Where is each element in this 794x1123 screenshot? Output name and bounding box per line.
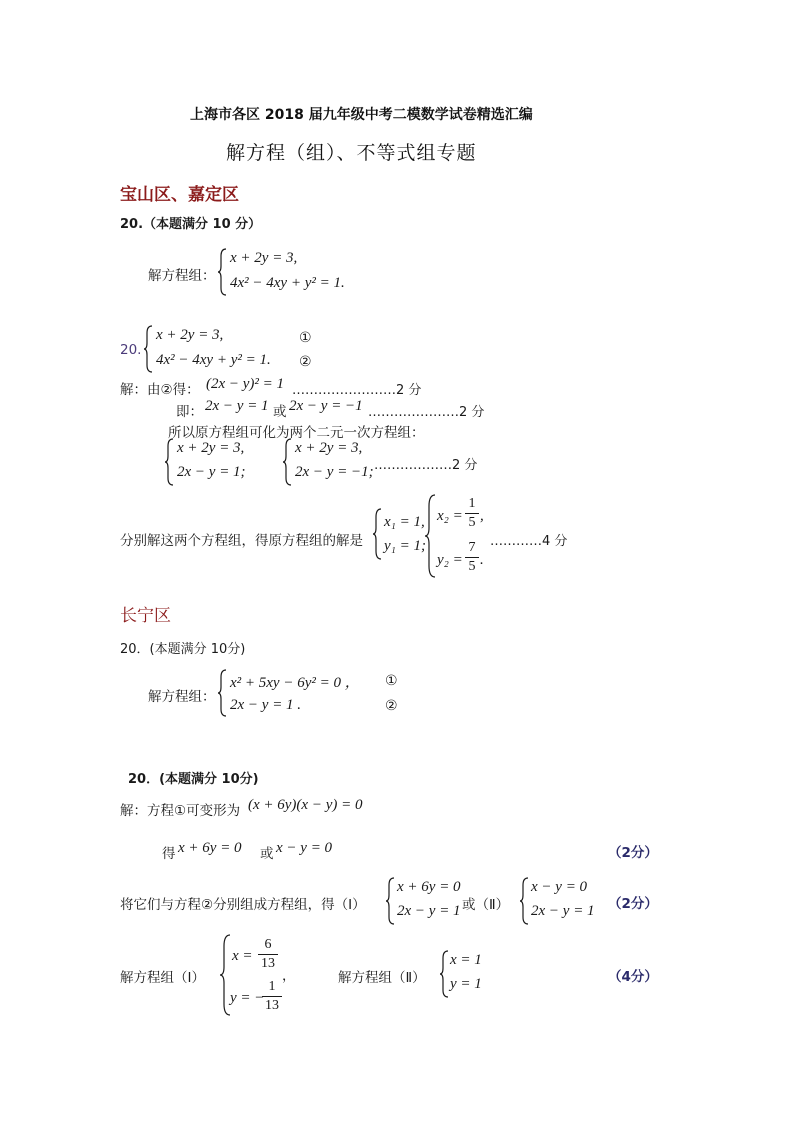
circled-one-marker: ① xyxy=(385,673,398,689)
answer-number: 20. xyxy=(120,342,142,358)
solution-y2-lhs: y₂ = xyxy=(437,552,463,568)
district-heading-baoshan-jiading: 宝山区、嘉定区 xyxy=(120,185,239,205)
fraction-six-thirteenths xyxy=(258,937,278,972)
fraction-one-thirteenth xyxy=(262,979,282,1014)
fraction-numerator: 1 xyxy=(468,496,476,511)
fraction-denominator: 5 xyxy=(468,559,476,574)
equation-2: 4x² − 4xy + y² = 1. xyxy=(230,275,345,291)
problem-prompt: 解方程组： xyxy=(148,268,216,284)
score-marker: （4分） xyxy=(608,969,658,985)
district-heading-changning: 长宁区 xyxy=(120,606,171,626)
system-ii-eq-1: x − y = 0 xyxy=(531,879,588,895)
left-brace-icon xyxy=(373,508,383,560)
fraction-numerator: 7 xyxy=(468,540,476,555)
solution-y-system-ii: y = 1 xyxy=(450,976,482,992)
solution-step-2-a: x + 6y = 0 xyxy=(178,840,242,856)
left-brace-icon xyxy=(386,877,396,925)
system-a-eq-1: x + 2y = 3, xyxy=(177,440,245,456)
system-i-eq-1: x + 6y = 0 xyxy=(397,879,461,895)
score-marker: （2分） xyxy=(608,896,658,912)
fraction-denominator: 13 xyxy=(261,956,275,971)
solution-step-2-b: x − y = 0 xyxy=(276,840,333,856)
solve-system-ii-label: 解方程组（Ⅱ） xyxy=(338,970,426,986)
solution-step-2-label: 得 xyxy=(162,846,176,862)
points-marker: ……………………2 分 xyxy=(292,383,422,398)
points-marker: ………………2 分 xyxy=(374,458,478,473)
equation-2: 2x − y = 1 . xyxy=(230,697,302,713)
solution-step-2-b: 2x − y = −1 xyxy=(289,398,363,414)
left-brace-icon xyxy=(218,248,228,296)
or-system-ii-label: 或（Ⅱ） xyxy=(462,897,510,913)
equation-1: x + 2y = 3, xyxy=(230,250,298,266)
comma: , xyxy=(480,508,484,524)
answer-heading: 20．(本题满分 10分) xyxy=(128,772,259,787)
equation-1: x² + 5xy − 6y² = 0 ， xyxy=(230,675,360,691)
left-brace-icon xyxy=(283,438,293,486)
score-marker: （2分） xyxy=(608,845,658,861)
left-brace-icon xyxy=(218,669,228,717)
answer-equation-2: 4x² − 4xy + y² = 1. xyxy=(156,352,271,368)
system-b-eq-1: x + 2y = 3, xyxy=(295,440,363,456)
left-brace-icon xyxy=(144,325,154,373)
fraction-one-fifth xyxy=(465,496,479,531)
or-word: 或 xyxy=(260,846,274,862)
system-i-eq-2: 2x − y = 1 xyxy=(397,903,461,919)
solution-x2-lhs: x₂ = xyxy=(437,508,463,524)
points-marker: …………4 分 xyxy=(490,534,568,549)
question-heading: 20．(本题满分 10分) xyxy=(120,642,246,657)
document-subtitle: 解方程（组）、不等式组专题 xyxy=(226,142,477,164)
solution-step-1-math: (2x − y)² = 1 xyxy=(206,376,285,392)
solution-step-2-a: 2x − y = 1 xyxy=(205,398,269,414)
solution-y1: y₁ = 1; xyxy=(384,538,426,554)
or-word: 或 xyxy=(273,404,287,420)
system-b-eq-2: 2x − y = −1; xyxy=(295,464,374,480)
circled-two-marker: ② xyxy=(385,698,398,714)
left-brace-icon xyxy=(165,438,175,486)
solution-x1: x₁ = 1, xyxy=(384,514,425,530)
solution-step-2-label: 即： xyxy=(176,404,203,420)
fraction-denominator: 13 xyxy=(265,998,279,1013)
solution-step-1-math: (x + 6y)(x − y) = 0 xyxy=(248,797,363,813)
fraction-denominator: 5 xyxy=(468,515,476,530)
solution-y-system-i-lhs: y = − xyxy=(230,990,265,1006)
fraction-seven-fifths xyxy=(465,540,479,575)
comma: ， xyxy=(282,968,296,984)
left-brace-icon xyxy=(520,877,530,925)
solution-x-system-ii: x = 1 xyxy=(450,952,482,968)
solve-system-i-label: 解方程组（Ⅰ） xyxy=(120,970,205,986)
solution-step-3: 所以原方程组可化为两个二元一次方程组： xyxy=(168,425,425,441)
system-a-eq-2: 2x − y = 1; xyxy=(177,464,246,480)
period: . xyxy=(480,552,484,568)
circled-one-marker: ① xyxy=(299,330,312,346)
fraction-numerator: 1 xyxy=(268,979,276,994)
solution-x-system-i-lhs: x = xyxy=(232,948,253,964)
solution-step-1-label: 解：由②得： xyxy=(120,382,200,398)
fraction-numerator: 6 xyxy=(264,937,272,952)
points-marker: …………………2 分 xyxy=(368,405,485,420)
question-heading: 20.（本题满分 10 分） xyxy=(120,217,262,232)
circled-two-marker: ② xyxy=(299,354,312,370)
system-ii-eq-2: 2x − y = 1 xyxy=(531,903,595,919)
answer-equation-1: x + 2y = 3, xyxy=(156,327,224,343)
problem-prompt: 解方程组： xyxy=(148,689,216,705)
solution-step-3-label: 将它们与方程②分别组成方程组，得（Ⅰ） xyxy=(120,897,366,913)
final-answer-label: 分别解这两个方程组，得原方程组的解是 xyxy=(120,533,363,549)
left-brace-icon xyxy=(440,950,450,998)
solution-step-1-label: 解：方程①可变形为 xyxy=(120,803,241,819)
left-brace-icon xyxy=(425,494,437,578)
document-title: 上海市各区 2018 届九年级中考二模数学试卷精选汇编 xyxy=(190,107,533,123)
